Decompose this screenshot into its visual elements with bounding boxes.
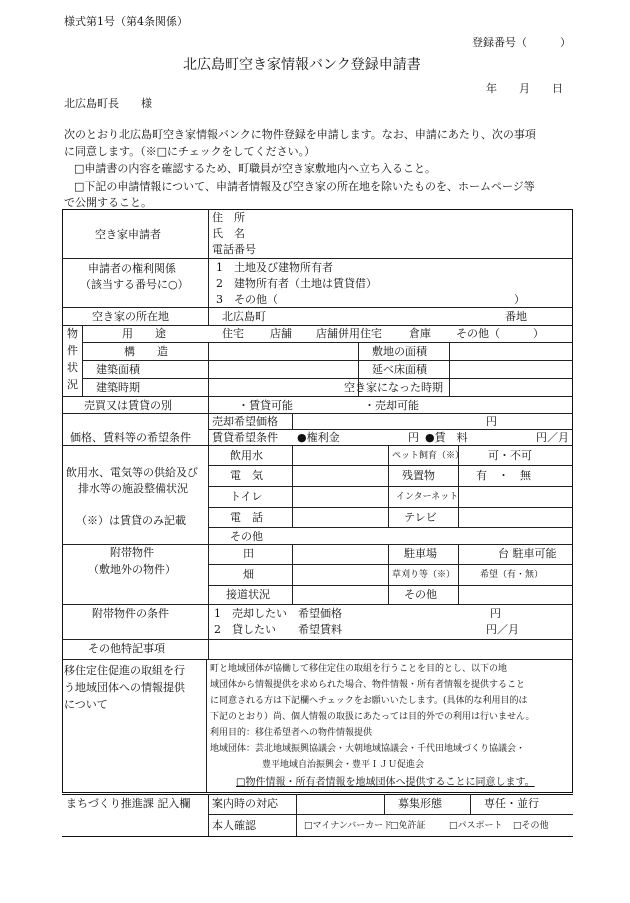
rent-conditions-label: 賃貸希望条件 <box>212 431 278 444</box>
pets-value[interactable]: 可・不可 <box>488 449 532 462</box>
property-side-label: 物 <box>67 327 78 340</box>
tv-label: テレビ <box>404 511 437 524</box>
attached-label: 附帯物件 <box>110 546 154 559</box>
facilities-label: 飲用水、電気等の供給及び <box>66 466 198 479</box>
mowing-label: 草刈り等（※） <box>392 570 456 580</box>
site-area-label: 敷地の面積 <box>372 345 427 358</box>
rights-option-1[interactable]: 1 土地及び建物所有者 <box>216 261 333 274</box>
date-field[interactable]: 年 月 日 <box>486 82 563 95</box>
info-provision-label: う地域団体への情報提供 <box>64 681 185 694</box>
sale-price-unit: 円 <box>486 415 497 428</box>
rights-option-2[interactable]: 2 建物所有者（土地は賃貸借） <box>216 277 377 290</box>
applicant-phone-field[interactable]: 電話番号 <box>212 243 256 256</box>
location-banchi: 番地 <box>505 310 527 323</box>
building-area-label: 建築面積 <box>96 363 140 376</box>
use-label: 用 途 <box>122 327 166 340</box>
use-option[interactable]: 店舗併用住宅 <box>316 327 382 340</box>
intro-line: で公開すること。 <box>64 196 152 209</box>
id-check-label: 本人確認 <box>212 819 256 832</box>
applicant-label: 空き家申請者 <box>95 228 161 241</box>
applicant-name-field[interactable]: 氏 名 <box>212 227 245 240</box>
id-mynumber-checkbox[interactable]: □マイナンバーカード <box>304 821 393 831</box>
info-paragraph: に同意される方は下記欄へチェックをお願いいたします。(具体的な利用目的は <box>210 696 528 706</box>
info-purpose: 利用目的：移住希望者への物件情報提供 <box>210 728 373 738</box>
price-label: 価格、賃料等の希望条件 <box>70 431 191 444</box>
road-label: 接道状況 <box>226 588 270 601</box>
info-provision-label: について <box>64 698 108 711</box>
sale-price-label: 売却希望価格 <box>212 415 278 428</box>
id-passport-checkbox[interactable]: □パスポート <box>449 821 503 831</box>
addressee: 北広島町長 様 <box>64 97 152 110</box>
intro-line: に同意します。（※□にチェックをしてください。） <box>64 145 316 158</box>
use-option[interactable]: 倉庫 <box>409 327 431 340</box>
info-groups: 豊平地域自治振興会・豊平ＩＪＵ促進会 <box>262 760 425 770</box>
sale-type-label: 売買又は賃貸の別 <box>84 399 172 412</box>
leftover-label: 残置物 <box>402 469 435 482</box>
lend-option[interactable]: 2 貸したい 希望賃料 <box>214 623 342 636</box>
info-paragraph: 下記のとおり）尚、個人情報の取扱にあたっては目的外での利用は行いません。 <box>210 712 535 722</box>
water-label: 飲用水 <box>230 449 263 462</box>
location-label: 空き家の所在地 <box>92 310 169 323</box>
sale-option[interactable]: ・売却可能 <box>364 399 419 412</box>
vacant-since-label: 空き家になった時期 <box>344 381 443 394</box>
key-money-field[interactable]: ●権利金 <box>297 431 340 444</box>
use-option[interactable]: 店舗 <box>270 327 292 340</box>
rent-option[interactable]: ・賃貸可能 <box>238 399 293 412</box>
page-title: 北広島町空き家情報バンク登録申請書 <box>183 57 421 73</box>
consent-publish-checkbox[interactable]: □下記の申請情報について、申請者情報及び空き家の所在地を除いたものを、ホームページ等 <box>74 180 535 193</box>
rights-label: 申請者の権利関係 <box>88 262 176 275</box>
pets-label: ペット飼育（※） <box>392 451 465 461</box>
facilities-note: （※）は賃貸のみ記載 <box>76 514 186 527</box>
facilities-sublabel: 排水等の施設整備状況 <box>78 482 188 495</box>
recruit-label: 募集形態 <box>398 797 442 810</box>
property-side-label: 状 <box>67 361 78 374</box>
sell-option[interactable]: 1 売却したい 希望価格 <box>214 607 342 620</box>
property-side-label: 件 <box>67 344 78 357</box>
registration-number: 登録番号（ ） <box>472 36 571 49</box>
rent-unit: 円／月 <box>536 431 569 444</box>
attached-conditions-label: 附帯物件の条件 <box>92 607 169 620</box>
rights-option-3-close: ） <box>514 293 525 306</box>
property-side-label: 況 <box>67 378 78 391</box>
attached-other-label: その他 <box>404 588 437 601</box>
form-number: 様式第1号（第4条関係） <box>64 15 188 28</box>
info-paragraph: 域団体から情報提供を求められた場合、物件情報・所有者情報を提供すること <box>210 680 526 690</box>
office-use-label: まちづくり推進課 記入欄 <box>66 797 191 810</box>
mowing-value[interactable]: 希望（有・無） <box>480 570 544 580</box>
id-license-checkbox[interactable]: □免許証 <box>390 821 426 831</box>
power-label: 電 気 <box>230 469 263 482</box>
guide-label: 案内時の対応 <box>212 797 278 810</box>
internet-label: インターネット <box>396 492 459 502</box>
location-field[interactable]: 北広島町 <box>222 310 266 323</box>
use-option[interactable]: その他（ ） <box>456 327 544 340</box>
built-label: 建築時期 <box>96 381 140 394</box>
intro-line: 次のとおり北広島町空き家情報バンクに物件登録を申請します。なお、申請にあたり、次の事項 <box>64 128 536 141</box>
rent-field[interactable]: ●賃 料 <box>425 431 468 444</box>
consent-entry-checkbox[interactable]: □申請書の内容を確認するため、町職員が空き家敷地内へ立ち入ること。 <box>74 162 436 175</box>
applicant-address-field[interactable]: 住 所 <box>212 211 245 224</box>
floor-area-label: 延べ床面積 <box>372 363 427 376</box>
rights-sublabel: （該当する番号に○） <box>80 278 189 291</box>
sell-unit: 円 <box>490 607 501 620</box>
info-provision-label: 移住定住促進の取組を行 <box>64 664 185 677</box>
info-groups: 地域団体：芸北地域振興協議会・大朝地域協議会・千代田地域づくり協議会・ <box>210 744 526 754</box>
special-notes-label: その他特記事項 <box>88 642 165 655</box>
use-option[interactable]: 住宅 <box>222 327 244 340</box>
lend-unit: 円／月 <box>486 623 519 636</box>
toilet-label: トイレ <box>230 490 263 503</box>
paddy-label: 田 <box>243 547 254 560</box>
info-paragraph: 町と地域団体が協働して移住定住の取組を行うことを目的とし、以下の地 <box>210 664 508 674</box>
structure-label: 構 造 <box>124 345 168 358</box>
recruit-value[interactable]: 専任・並行 <box>484 797 539 810</box>
phone-label: 電 話 <box>230 511 263 524</box>
attached-sublabel: （敷地外の物件） <box>88 563 176 576</box>
rights-option-3[interactable]: 3 その他（ <box>216 293 278 306</box>
id-other-checkbox[interactable]: □その他 <box>513 821 549 831</box>
facilities-other-label: その他 <box>230 530 263 543</box>
leftover-value[interactable]: 有 ・ 無 <box>476 469 531 482</box>
key-money-unit: 円 <box>408 431 419 444</box>
farm-label: 畑 <box>243 568 254 581</box>
info-consent-checkbox[interactable]: □物件情報・所有者情報を地域団体へ提供することに同意します。 <box>236 777 535 788</box>
parking-value[interactable]: 台 駐車可能 <box>498 547 557 560</box>
parking-label: 駐車場 <box>404 547 437 560</box>
